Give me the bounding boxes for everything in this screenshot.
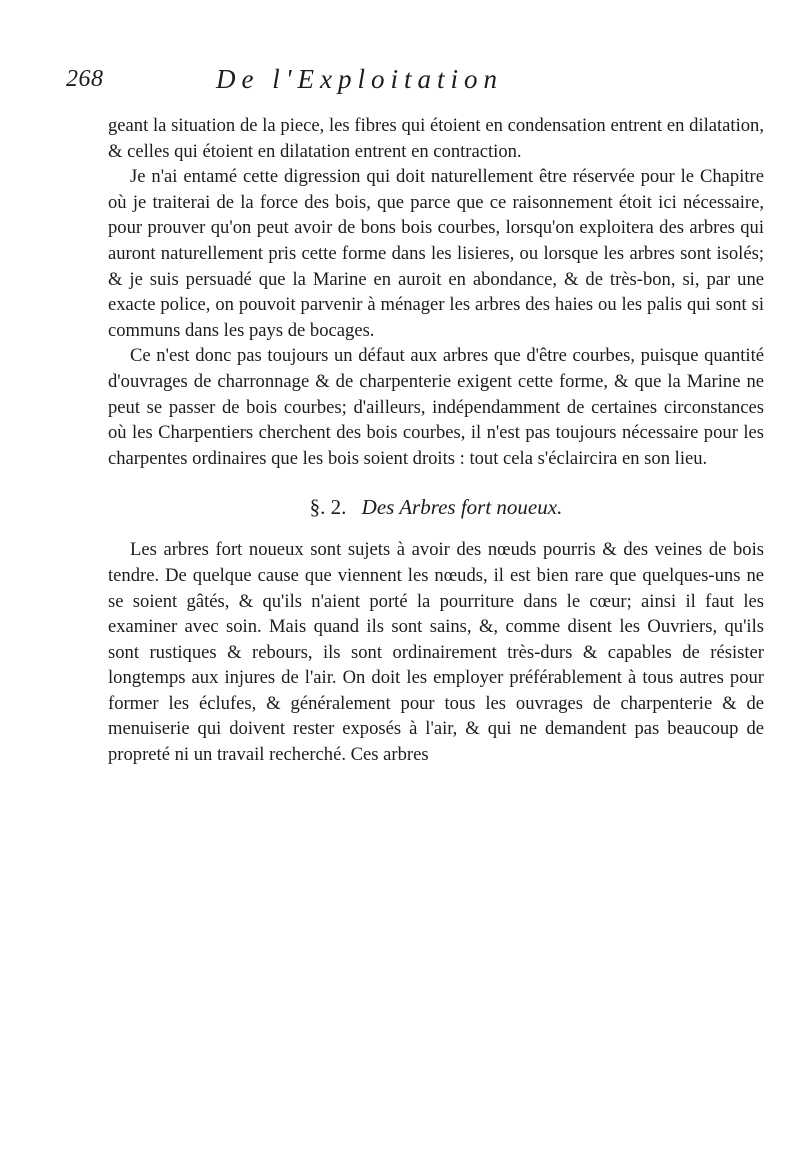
page-body (108, 113, 764, 768)
page-header (66, 64, 766, 104)
section-heading (108, 493, 764, 521)
paragraph-knotty-trees: Les arbres fort noueux sont sujets à avoir des nœuds pourris & des veines de bois tendre. De quelque cause que viennent les nœuds, il est bien rare que quelques-uns ne se soient gâtés, & qu'ils n'aient porté la pourriture dans le cœur; ainsi il faut les examiner avec soin. Mais quand ils sont sains, &, comme disent les Ouvriers, qu'ils sont rustiques & rebours, ils sont ordinairement très-durs & capables de résister longtemps aux injures de l'air. On doit les employer préférablement à tous autres pour former les éclufes, & généralement pour tous les ouvrages de charpenterie & de menuiserie qui doivent rester exposés à l'air, & qui ne demandent pas beaucoup de propreté ni un travail recherché. Ces arbres (108, 539, 764, 766)
paragraph-digression: Je n'ai entamé cette digression qui doit naturellement être réservée pour le Chapitre où je traiterai de la force des bois, que parce que ce raisonnement étoit ici nécessaire, pour prouver qu'on peut avoir de bons bois courbes, lorsqu'on exploitera des arbres qui auront naturellement pris cette forme dans les lisieres, ou lorsque les arbres sont isolés; & je suis persuadé que la Marine en auroit en abondance, & de très-bon, si, par une exacte police, on pouvoit parvenir à ménager les arbres des haies ou les palis qui sont si communs dans les pays de bocages. (108, 166, 764, 341)
paragraph-curved-wood: Ce n'est donc pas toujours un défaut aux arbres que d'être courbes, puisque quantité d'ouvrages de charronnage & de charpenterie exigent cette forme, & que la Marine ne peut se passer de bois courbes; d'ailleurs, indépendamment de certaines circonstances où les Charpentiers cherchent des bois courbes, il n'est pas toujours nécessaire pour les charpentes ordinaires que les bois soient droits : tout cela s'éclaircira en son lieu. (108, 345, 764, 469)
paragraph-continuation: geant la situation de la piece, les fibres qui étoient en condensation entrent en dilatation, & celles qui étoient en dilatation entrent en contraction. (108, 115, 764, 162)
running-title: De l'Exploitation (216, 64, 503, 94)
section-title: Des Arbres fort noueux. (361, 495, 563, 520)
section-number: §. 2. (309, 495, 347, 520)
page-number: 268 (66, 66, 104, 92)
